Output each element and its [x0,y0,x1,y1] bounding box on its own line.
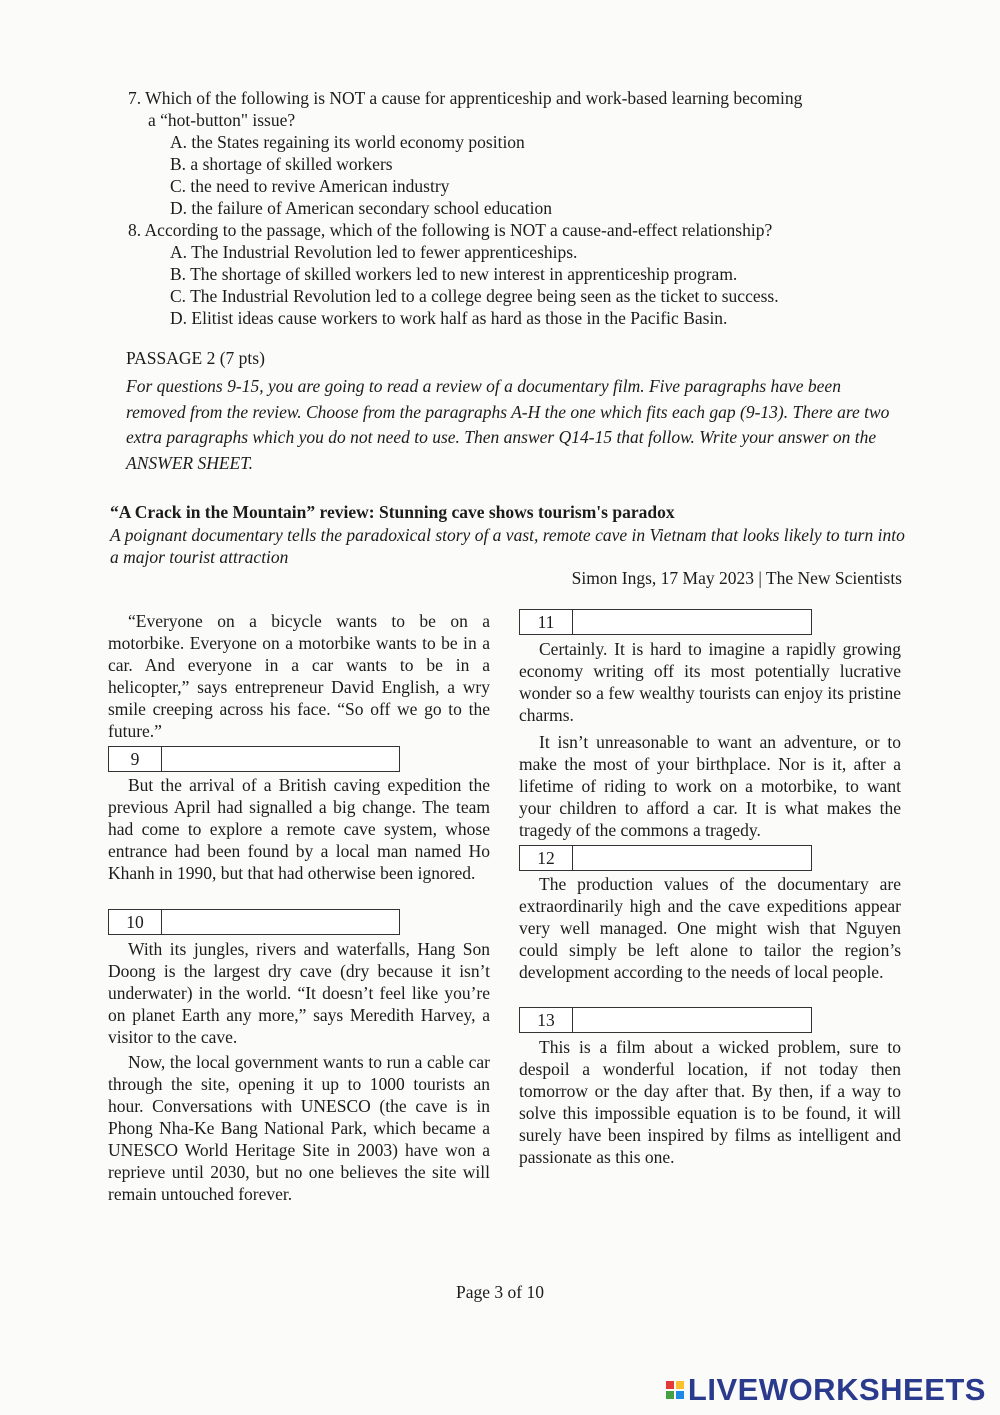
question-stem: 7. Which of the following is NOT a cause for apprenticeship and work-based learning becoming [128,88,803,108]
logo-grid-icon [666,1381,684,1399]
option-c: C. the need to revive American industry [170,176,450,196]
option-b: B. a shortage of skilled workers [170,154,393,174]
passage-instructions: For questions 9-15, you are going to read a review of a documentary film. Five paragraphs have been removed from the review. Choose from the paragraphs A-H the one which fits each gap (9-13). There are two extra paragraphs which you do not need to use. Then answer Q14-15 that follow. Write your answer on the ANSWER SHEET. [126,376,890,473]
right-paragraph-4: This is a film about a wicked problem, sure to despoil a wonderful location, if not today then tomorrow or the day after that. By then, if a way to solve this impossible equation is to be found, it will surely have been inspired by films as intelligent and passionate as this one. [519,1037,901,1167]
left-paragraph-3: With its jungles, rivers and waterfalls, Hang Son Doong is the largest dry cave (dry because it isn’t underwater) in the world. “It doesn’t feel like you’re on planet Earth any more,” says Meredith Harvey, a visitor to the cave. [108,939,490,1047]
gap-9[interactable] [108,746,400,772]
option-c: C. The Industrial Revolution led to a college degree being seen as the ticket to success. [170,286,779,306]
article-byline: Simon Ings, 17 May 2023 | The New Scientists [571,568,902,588]
right-paragraph-1: Certainly. It is hard to imagine a rapidly growing economy writing off its most potentially lucrative wonder so a few wealthy tourists can enjoy its pristine charms. [519,639,901,725]
article-subtitle: A poignant documentary tells the paradoxical story of a vast, remote cave in Vietnam that looks likely to turn into a major tourist attraction [110,525,905,567]
gap-answer-box[interactable] [162,747,399,771]
question-8 [128,219,888,329]
question-stem: 8. According to the passage, which of the following is NOT a cause-and-effect relationship? [128,220,773,240]
gap-answer-box[interactable] [573,610,811,634]
left-paragraph-2: But the arrival of a British caving expedition the previous April had signalled a big change. The team had come to explore a remote cave system, whose entrance had been found by a local man named Ho Khanh in 1990, but that had otherwise been ignored. [108,775,490,883]
option-b: B. The shortage of skilled workers led to new interest in apprenticeship program. [170,264,738,284]
gap-number: 10 [109,910,162,934]
question-7 [128,87,888,219]
question-stem-continued: a “hot-button" issue? [148,110,296,130]
left-paragraph-1: “Everyone on a bicycle wants to be on a motorbike. Everyone on a motorbike wants to be in a car. And everyone in a car wants to be in a helicopter,” says entrepreneur David English, a wry smile creeping across his face. “So off we go to the future.” [108,611,490,741]
liveworksheets-logo[interactable] [666,1372,986,1408]
gap-number: 12 [520,846,573,870]
gap-number: 13 [520,1008,573,1032]
gap-13[interactable] [519,1007,812,1033]
right-paragraph-2: It isn’t unreasonable to want an adventure, or to make the most of your birthplace. Nor is it, after a lifetime of riding to work on a motorbike, to want your children to afford a car. It is what makes the tragedy of the commons a tragedy. [519,732,901,840]
option-a: A. The Industrial Revolution led to fewer apprenticeships. [170,242,578,262]
passage-heading: PASSAGE 2 (7 pts) [126,348,265,368]
brand-name: LIVEWORKSHEETS [687,1372,986,1407]
option-d: D. Elitist ideas cause workers to work half as hard as those in the Pacific Basin. [170,308,728,328]
page-number: Page 3 of 10 [456,1282,544,1302]
option-d: D. the failure of American secondary school education [170,198,552,218]
gap-number: 11 [520,610,573,634]
article-title: “A Crack in the Mountain” review: Stunning cave shows tourism's paradox [110,502,675,522]
option-a: A. the States regaining its world economy position [170,132,525,152]
gap-number: 9 [109,747,162,771]
gap-10[interactable] [108,909,400,935]
gap-12[interactable] [519,845,812,871]
gap-11[interactable] [519,609,812,635]
left-paragraph-4: Now, the local government wants to run a cable car through the site, opening it up to 1000 tourists an hour. Conversations with UNESCO (the cave is in Phong Nha-Ke Bang National Park, which became a UNESCO World Heritage Site in 2003) have won a reprieve until 2030, but no one believes the site will remain untouched forever. [108,1052,490,1204]
gap-answer-box[interactable] [573,1008,811,1032]
gap-answer-box[interactable] [573,846,811,870]
right-paragraph-3: The production values of the documentary are extraordinarily high and the cave expeditions appear very well managed. One might wish that Nguyen could simply be left alone to tailor the region’s development according to the needs of local people. [519,874,901,982]
gap-answer-box[interactable] [162,910,399,934]
